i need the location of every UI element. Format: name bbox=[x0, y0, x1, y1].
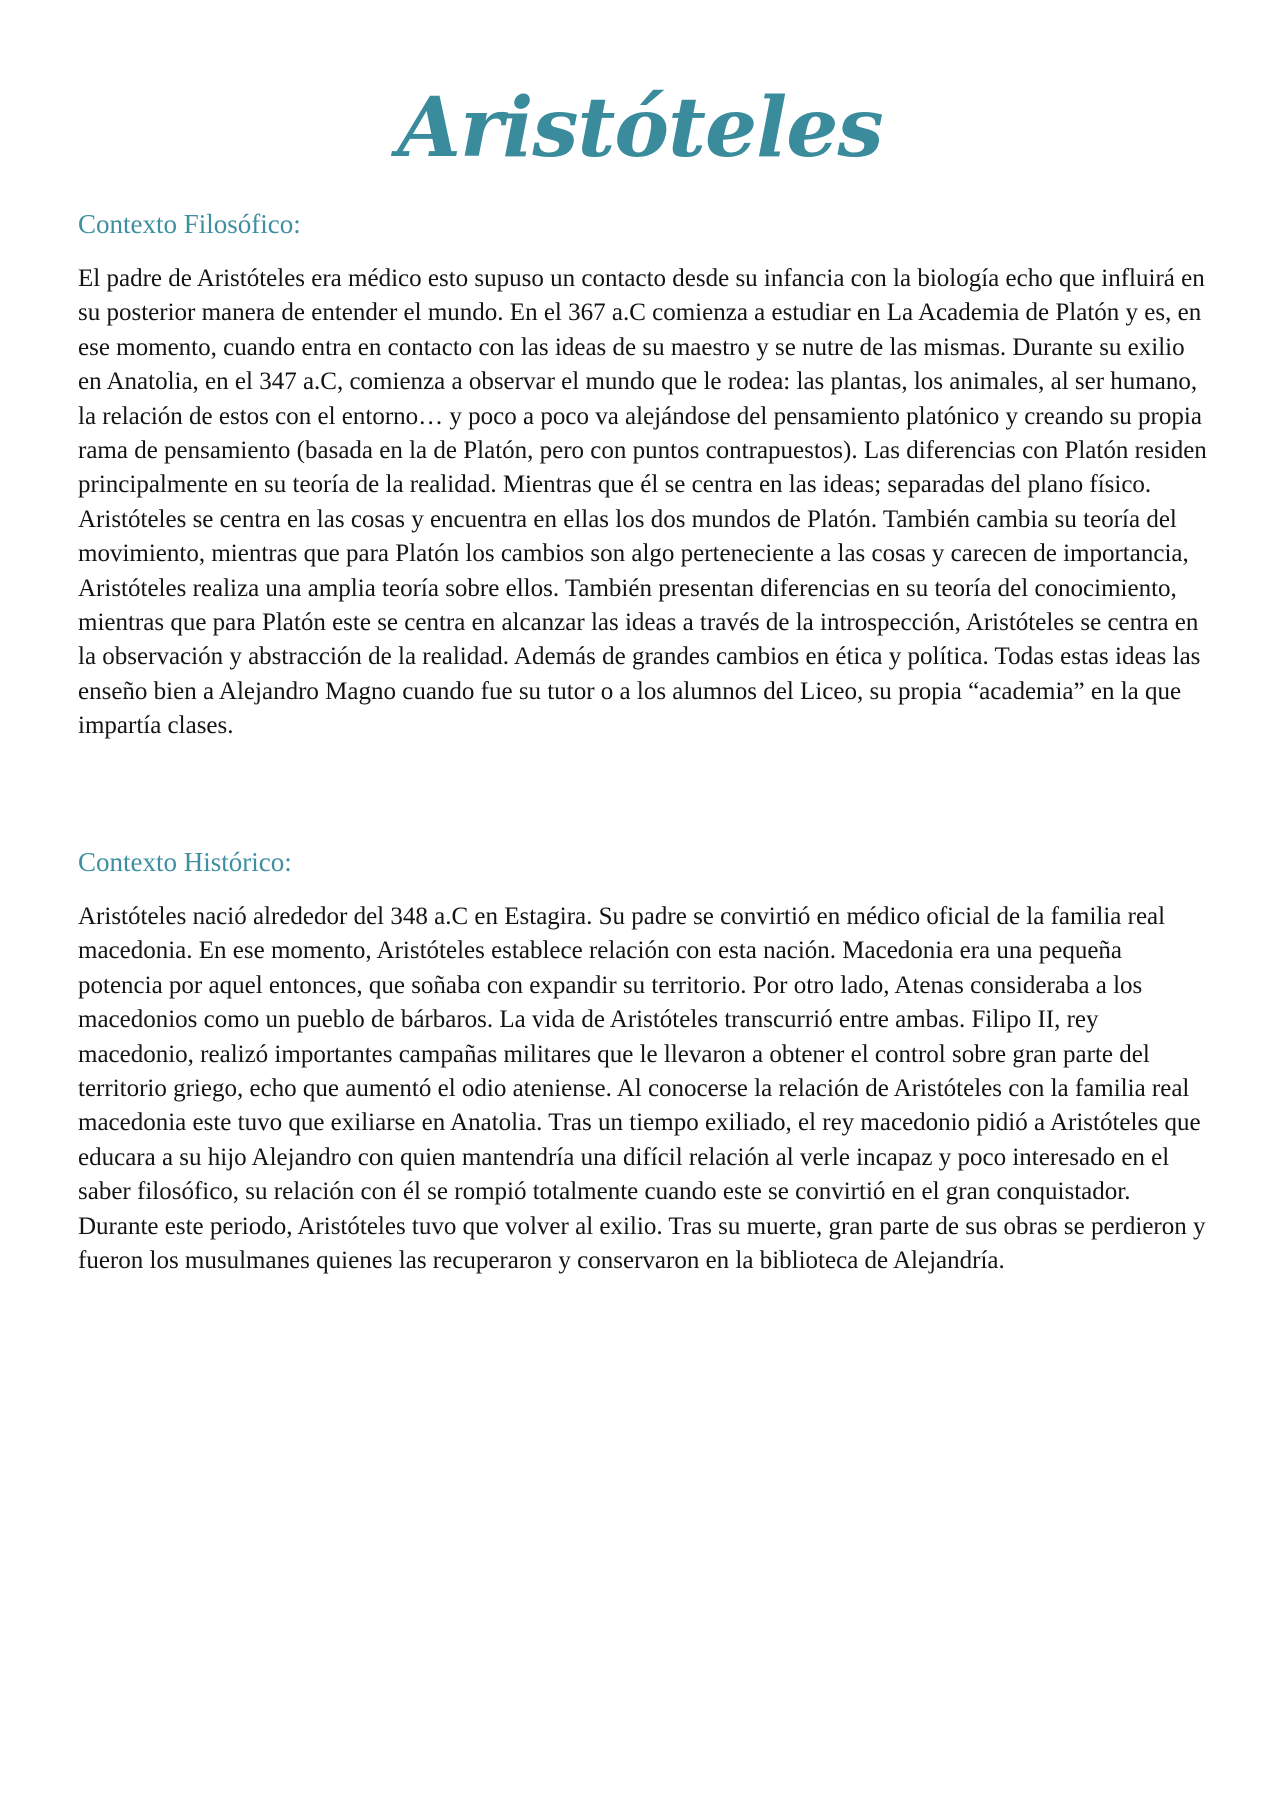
section-heading-historical: Contexto Histórico: bbox=[78, 847, 292, 877]
section-body-philosophical: El padre de Aristóteles era médico esto supuso un contacto desde su infancia con la biología echo que influirá en su posterior manera de entender el mundo. En el 367 a.C comienza a estudiar en La Academia de Platón y es, en ese momento, cuando entra en contacto con las ideas de su maestro y se nutre de las mismas. Durante su exilio en Anatolia, en el 347 a.C, comienza a observar el mundo que le rodea: las plantas, los animales, al ser humano, la relación de estos con el entorno… y poco a poco va alejándose del pensamiento platónico y creando su propia rama de pensamiento (basada en la de Platón, pero con puntos contrapuestos). Las diferencias con Platón residen principalmente en su teoría de la realidad. Mientras que él se centra en las ideas; separadas del plano físico. Aristóteles se centra en las cosas y encuentra en ellas los dos mundos de Platón. También cambia su teoría del movimiento, mientras que para Platón los cambios son algo perteneciente a las cosas y carecen de importancia, Aristóteles realiza una amplia teoría sobre ellos. También presentan diferencias en su teoría del conocimiento, mientras que para Platón este se centra en alcanzar las ideas a través de la introspección, Aristóteles se centra en la observación y abstracción de la realidad. Además de grandes cambios en ética y política. Todas estas ideas las enseño bien a Alejandro Magno cuando fue su tutor o a los alumnos del Liceo, su propia “academia” en la que impartía clases. bbox=[78, 265, 1207, 740]
section-body-historical: Aristóteles nació alrededor del 348 a.C en Estagira. Su padre se convirtió en médico oficial de la familia real macedonia. En ese momento, Aristóteles establece relación con esta nación. Macedonia era una pequeña potencia por aquel entonces, que soñaba con expandir su territorio. Por otro lado, Atenas consideraba a los macedonios como un pueblo de bárbaros. La vida de Aristóteles transcurrió entre ambas. Filipo II, rey macedonio, realizó importantes campañas militares que le llevaron a obtener el control sobre gran parte del territorio griego, echo que aumentó el odio ateniense. Al conocerse la relación de Aristóteles con la familia real macedonia este tuvo que exiliarse en Anatolia. Tras un tiempo exiliado, el rey macedonio pidió a Aristóteles que educara a su hijo Alejandro con quien mantendría una difícil relación al verle incapaz y poco interesado en el saber filosófico, su relación con él se rompió totalmente cuando este se convirtió en el gran conquistador. Durante este periodo, Aristóteles tuvo que volver al exilio. Tras su muerte, gran parte de sus obras se perdieron y fueron los musulmanes quienes las recuperaron y conservaron en la biblioteca de Alejandría. bbox=[78, 903, 1206, 1275]
section-heading-philosophical: Contexto Filosófico: bbox=[78, 209, 301, 239]
document-title: Aristóteles bbox=[397, 80, 883, 176]
